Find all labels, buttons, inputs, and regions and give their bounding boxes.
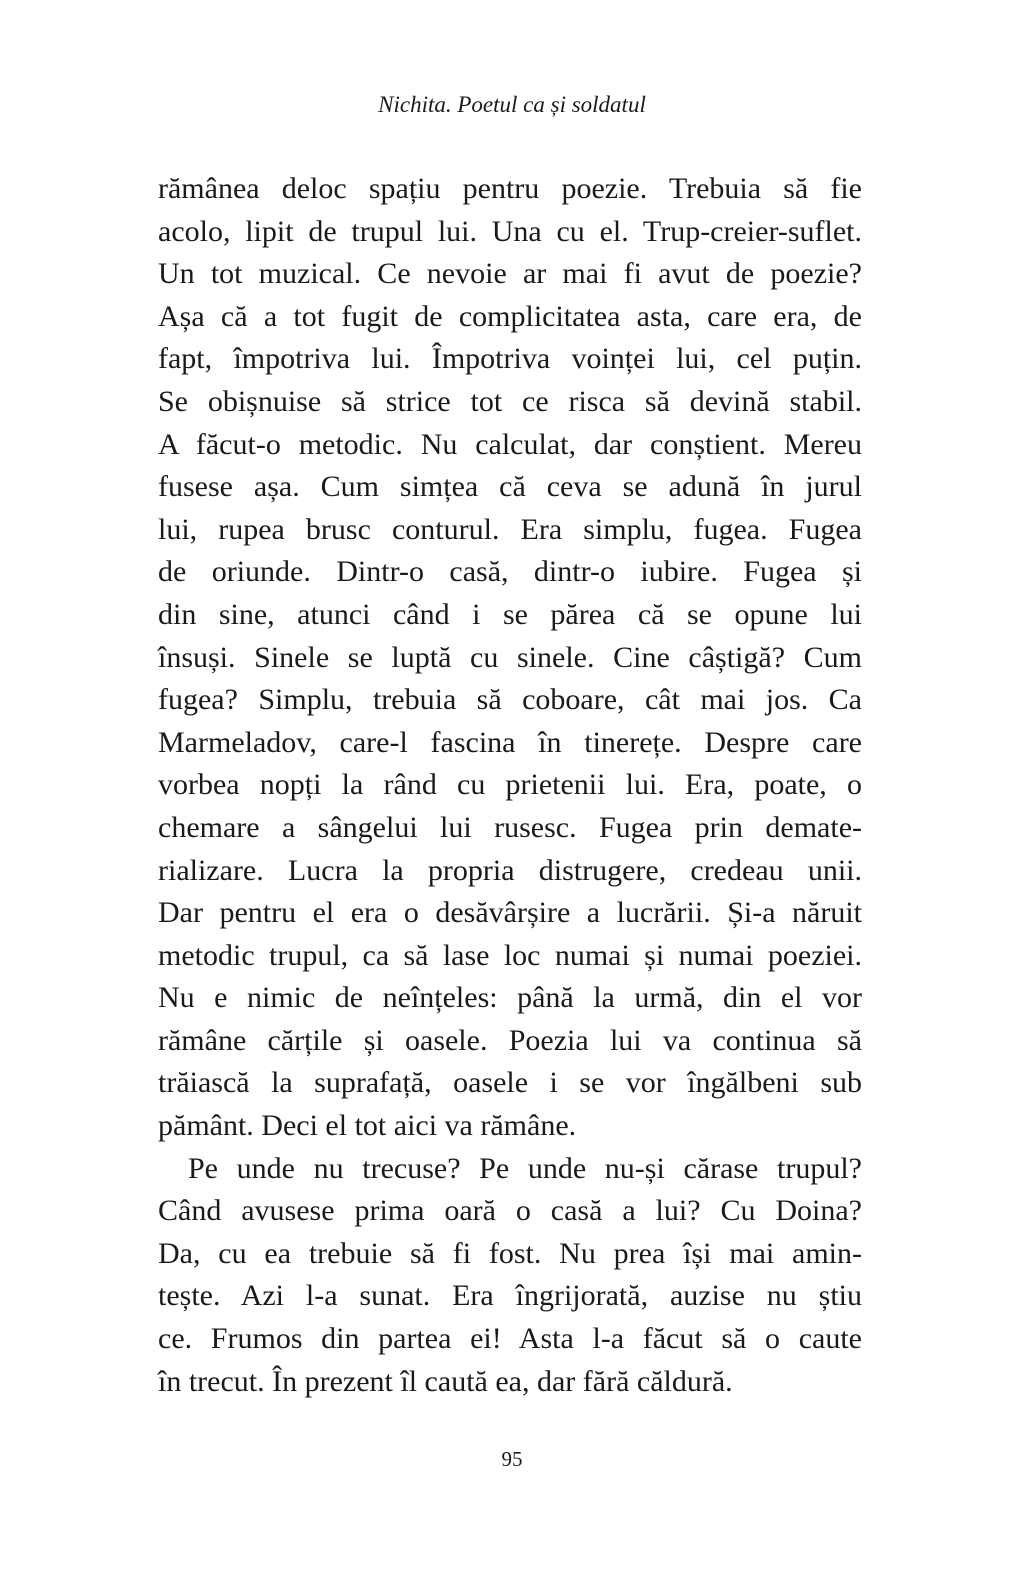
- text-line: însuși. Sinele se luptă cu sinele. Cine câștigă? Cum: [158, 640, 862, 674]
- text-line: Un tot muzical. Ce nevoie ar mai fi avut de poezie?: [158, 257, 862, 291]
- paragraph-1: [158, 168, 862, 1148]
- text-line: fapt, împotriva lui. Împotriva voinței lui, cel puțin.: [158, 342, 862, 376]
- paragraph-2: [158, 1148, 862, 1404]
- text-line: vorbea nopți la rând cu prietenii lui. Era, poate, o: [158, 768, 862, 802]
- text-line: rămâne cărțile și oasele. Poezia lui va continua să: [158, 1023, 862, 1057]
- text-line: rămânea deloc spațiu pentru poezie. Trebuia să fie: [158, 172, 862, 205]
- text-line: în trecut. În prezent îl caută ea, dar fără căldură.: [158, 1364, 733, 1398]
- text-line: lui, rupea brusc conturul. Era simplu, fugea. Fugea: [158, 512, 862, 546]
- text-line: fusese așa. Cum simțea că ceva se adună în jurul: [158, 470, 862, 504]
- text-line: Pe unde nu trecuse? Pe unde nu-și cărase trupul?: [188, 1151, 862, 1185]
- text-line: Da, cu ea trebuie să fi fost. Nu prea își mai amin-: [158, 1236, 862, 1270]
- text-line: trăiască la suprafață, oasele i se vor îngălbeni sub: [158, 1066, 862, 1100]
- text-line: chemare a sângelui lui rusesc. Fugea prin demate-: [158, 810, 862, 844]
- text-line: A făcut-o metodic. Nu calculat, dar conștient. Mereu: [158, 427, 862, 461]
- text-line: Nu e nimic de neînțeles: până la urmă, din el vor: [158, 981, 862, 1015]
- running-header: Nichita. Poetul ca și soldatul: [378, 92, 646, 117]
- text-line: pământ. Deci el tot aici va rămâne.: [158, 1109, 577, 1143]
- text-line: fugea? Simplu, trebuia să coboare, cât mai jos. Ca: [158, 683, 862, 717]
- text-line: Dar pentru el era o desăvârșire a lucrării. Și-a năruit: [158, 896, 862, 930]
- page-number: 95: [501, 1447, 523, 1471]
- text-line: de oriunde. Dintr-o casă, dintr-o iubire. Fugea și: [158, 555, 862, 589]
- body-text: [158, 168, 862, 1403]
- text-line: rializare. Lucra la propria distrugere, credeau unii.: [158, 853, 862, 887]
- text-line: tește. Azi l-a sunat. Era îngrijorată, auzise nu știu: [158, 1279, 862, 1313]
- text-line: din sine, atunci când i se părea că se opune lui: [158, 597, 862, 631]
- text-line: metodic trupul, ca să lase loc numai și numai poeziei.: [158, 938, 862, 972]
- text-line: ce. Frumos din partea ei! Asta l-a făcut să o caute: [158, 1322, 862, 1356]
- text-line: Marmeladov, care-l fascina în tinerețe. Despre care: [158, 725, 862, 759]
- text-line: Se obișnuise să strice tot ce risca să devină stabil.: [158, 384, 862, 418]
- text-line: Așa că a tot fugit de complicitatea asta, care era, de: [158, 299, 862, 333]
- text-line: acolo, lipit de trupul lui. Una cu el. Trup-creier-suflet.: [158, 214, 862, 248]
- text-line: Când avusese prima oară o casă a lui? Cu Doina?: [158, 1194, 862, 1228]
